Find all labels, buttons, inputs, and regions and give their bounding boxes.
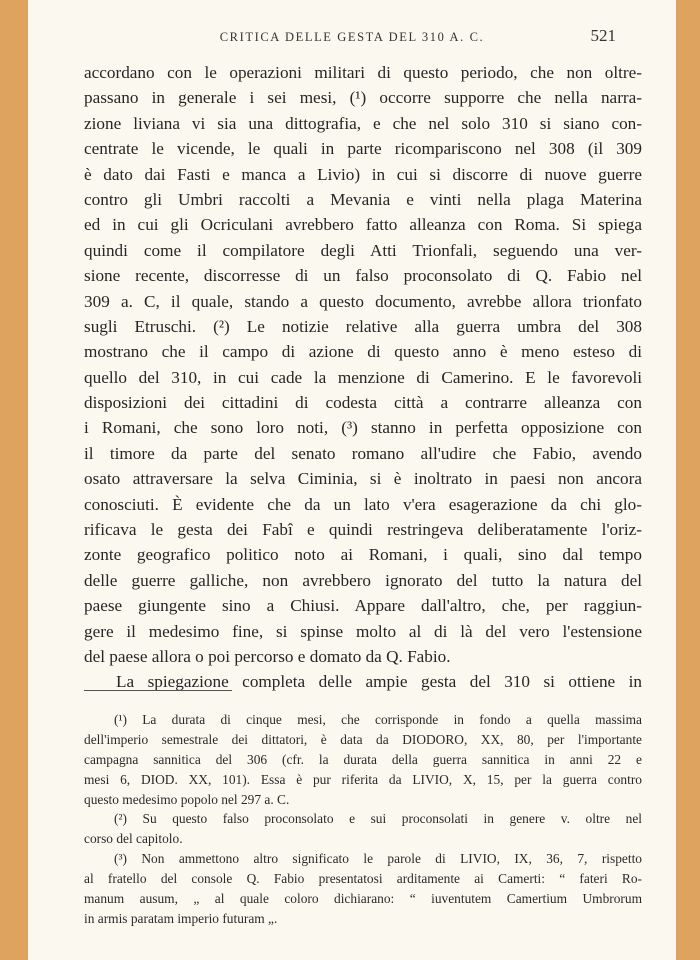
footnote-line: campagna sannitica del 306 (cfr. la durata della guerra sannitica in anni 22 e xyxy=(84,751,642,767)
running-title: CRITICA DELLE GESTA DEL 310 A. C. xyxy=(219,30,485,44)
text-line: zonte geografico politico noto ai Romani, i quali, sino dal tempo xyxy=(84,545,642,565)
footnote-line: dell'imperio semestrale dei dittatori, è data da DIODORO, XX, 80, per l'importante xyxy=(84,731,642,747)
footnote-line: corso del capitolo. xyxy=(84,831,183,847)
footnote-line: in armis paratam imperio futuram „. xyxy=(84,910,278,926)
footnote-line: (¹) La durata di cinque mesi, che corrisponde in fondo a quella massima xyxy=(114,712,642,727)
text-line: del paese allora o poi percorso e domato da Q. Fabio. xyxy=(84,646,451,666)
text-line: è dato dai Fasti e manca a Livio) in cui si discorre di nuove guerre xyxy=(84,164,642,184)
footnote-line: (³) Non ammettono altro significato le parole di LIVIO, IX, 36, 7, rispetto xyxy=(114,851,642,867)
text-line: gere il medesimo fine, si spinse molto al di là del vero l'estensione xyxy=(84,621,642,641)
text-line: quello del 310, in cui cade la menzione di Camerino. E le favorevoli xyxy=(84,367,642,387)
text-line: La spiegazione completa delle ampie gesta del 310 si ottiene in xyxy=(116,672,642,692)
text-line: passano in generale i sei mesi, (¹) occorre supporre che nella narra- xyxy=(84,88,642,108)
text-line: 309 a. C, il quale, stando a questo documento, avrebbe allora trionfato xyxy=(84,291,642,311)
main-text xyxy=(84,60,642,695)
footnote-line: al fratello del console Q. Fabio presentatosi arditamente ai Camerti: “ fateri Ro- xyxy=(84,871,642,887)
footnotes xyxy=(84,710,642,929)
text-line: il timore da parte del senato romano all'udire che Fabio, avendo xyxy=(84,443,642,463)
text-line: sione recente, discorresse di un falso proconsolato di Q. Fabio nel xyxy=(84,266,642,286)
footnote-line: mesi 6, DIOD. XX, 101). Essa è pur riferita da LIVIO, X, 15, per la guerra contro xyxy=(84,771,642,787)
text-line: quindi come il compilatore degli Atti Trionfali, seguendo una ver- xyxy=(84,240,642,260)
footnote-separator xyxy=(84,690,232,691)
text-line: paese giungente sino a Chiusi. Appare dall'altro, che, per raggiun- xyxy=(84,596,642,616)
page-header xyxy=(28,26,676,50)
text-line: osato attraversare la selva Ciminia, si è inoltrato in paesi non ancora xyxy=(84,469,642,489)
text-line: rificava le gesta dei Fabî e quindi restringeva deliberatamente l'oriz- xyxy=(84,520,642,540)
text-line: mostrano che il campo di azione di questo anno è meno esteso di xyxy=(84,342,642,362)
footnote-line: manum ausum, „ al quale coloro dichiarano: “ iuventutem Camertium Umbrorum xyxy=(84,891,642,907)
footnote-line: questo medesimo popolo nel 297 a. C. xyxy=(84,791,290,807)
text-line: i Romani, che sono loro noti, (³) stanno in perfetta opposizione con xyxy=(84,418,642,438)
page-number: 521 xyxy=(590,26,616,45)
text-line: sugli Etruschi. (²) Le notizie relative alla guerra umbra del 308 xyxy=(84,316,642,336)
text-line: conosciuti. È evidente che da un lato v'era esagerazione da chi glo- xyxy=(84,494,642,514)
text-line: centrate le vicende, le quali in parte ricompariscono nel 308 (il 309 xyxy=(84,139,642,159)
text-line: zione liviana vi sia una dittografia, e che nel solo 310 si siano con- xyxy=(84,113,642,133)
footnote-line: (²) Su questo falso proconsolato e sui proconsolati in genere v. oltre nel xyxy=(114,811,642,827)
text-line: accordano con le operazioni militari di questo periodo, che non oltre- xyxy=(84,63,642,82)
text-line: disposizioni dei cittadini di codesta città a contrarre alleanza con xyxy=(84,393,642,413)
text-line: delle guerre galliche, non avrebbero ignorato del tutto la natura del xyxy=(84,570,642,590)
text-line: contro gli Umbri raccolti a Mevania e vinti nella plaga Materina xyxy=(84,189,642,209)
text-line: ed in cui gli Ocriculani avrebbero fatto alleanza con Roma. Si spiega xyxy=(84,215,642,235)
book-page xyxy=(28,0,676,960)
